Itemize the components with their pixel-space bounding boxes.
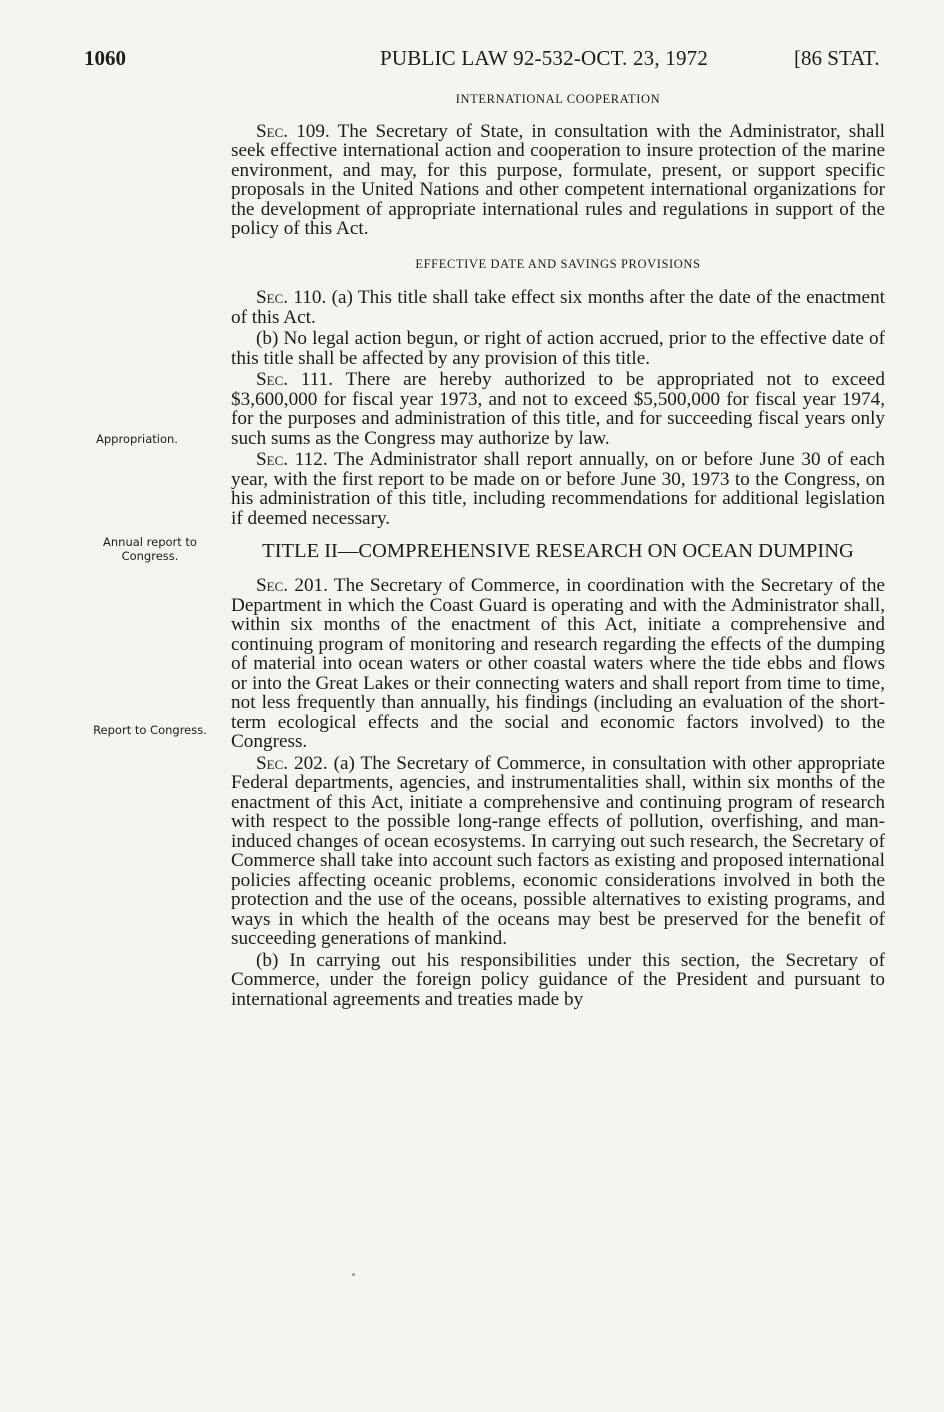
margin-note-appropriation: Appropriation.	[96, 432, 178, 446]
page-header	[0, 46, 944, 76]
body-text	[231, 88, 885, 1009]
page-number: 1060	[84, 46, 126, 70]
section-201	[231, 576, 885, 752]
statute-reference	[794, 46, 879, 71]
heading-effective-date: EFFECTIVE DATE AND SAVINGS PROVISIONS	[415, 256, 701, 271]
statute-prefix: [86 S	[794, 46, 839, 70]
section-label: Sec.	[256, 120, 289, 142]
scan-speck	[352, 1273, 355, 1276]
margin-note-report-to-congress: Report to Congress.	[93, 723, 207, 737]
section-109	[231, 122, 885, 239]
section-text: 110. (a) This title shall take effect six months after the date of the enactment of this Act.	[231, 287, 885, 328]
title-ii-heading: TITLE II—COMPREHENSIVE RESEARCH ON OCEAN DUMPING	[262, 540, 854, 562]
section-label: Sec.	[256, 369, 289, 390]
section-text: 202. (a) The Secretary of Commerce, in consultation with other appropriate Federal departments, agencies, and instrumentalities shall, within six months of the enactment of this Act, initiate a comprehensive and continuing program of research with respect to the possible long-range effects of pollution, overfishing, and man-induced changes of ocean ecosystems. In carrying out such research, the Secretary of Commerce shall take into account such factors as existing and proposed international policies affecting oceanic problems, economic considerations involved in both the protection and the use of the oceans, possible alternatives to existing programs, and ways in which the health of the oceans may best be preserved for the benefit of succeeding generations of mankind.	[231, 752, 885, 949]
section-text: 112. The Administrator shall report annually, on or before June 30 of each year, with the first report to be made on or before June 30, 1973 to the Congress, on his administration of this title, including recommendations for additional legislation if deemed necessary.	[231, 449, 885, 529]
section-112	[231, 450, 885, 528]
section-110b: (b) No legal action begun, or right of action accrued, prior to the effective date of this title shall be affected by any provision of this title.	[231, 328, 885, 369]
section-202a	[231, 754, 885, 949]
section-label: Sec.	[256, 752, 289, 774]
section-label: Sec.	[256, 575, 289, 596]
heading-international-cooperation: INTERNATIONAL COOPERATION	[455, 92, 661, 106]
margin-note-annual-report: Annual report to Congress.	[103, 535, 197, 563]
section-text: 109. The Secretary of State, in consultation with the Administrator, shall seek effective international action and cooperation to insure protection of the marine environment, and may, for this purpose, formulate, present, or support specific proposals in the United Nations and other competent international organizations for the development of appropriate international rules and regulations in support of the policy of this Act.	[231, 120, 885, 239]
section-202b: (b) In carrying out his responsibilities under this section, the Secretary of Commerce, under the foreign policy guidance of the President and pursuant to international agreements and treaties made by	[231, 949, 885, 1010]
section-label: Sec.	[256, 449, 289, 470]
section-111	[231, 370, 885, 448]
statute-suffix: TAT.	[838, 46, 880, 70]
section-text: 111. There are hereby authorized to be appropriated not to exceed $3,600,000 for fiscal year 1973, and not to exceed $5,500,000 for fiscal year 1974, for the purposes and administration of this title, and for succeeding fiscal years only such sums as the Congress may authorize by law.	[231, 369, 885, 449]
section-text: 201. The Secretary of Commerce, in coordination with the Secretary of the Department in which the Coast Guard is operating and with the Administrator shall, within six months of the enactment of this Act, initiate a comprehensive and continuing program of monitoring and research regarding the effects of the dumping of material into ocean waters or other coastal waters where the tide ebbs and flows or into the Great Lakes or their connecting waters and shall report from time to time, not less frequently than annually, his findings (including an evaluation of the short-term ecological effects and the social and economic factors involved) to the Congress.	[231, 575, 885, 752]
running-title: PUBLIC LAW 92-532-OCT. 23, 1972	[380, 46, 709, 70]
section-label: Sec.	[256, 287, 289, 308]
section-110a	[231, 288, 885, 327]
